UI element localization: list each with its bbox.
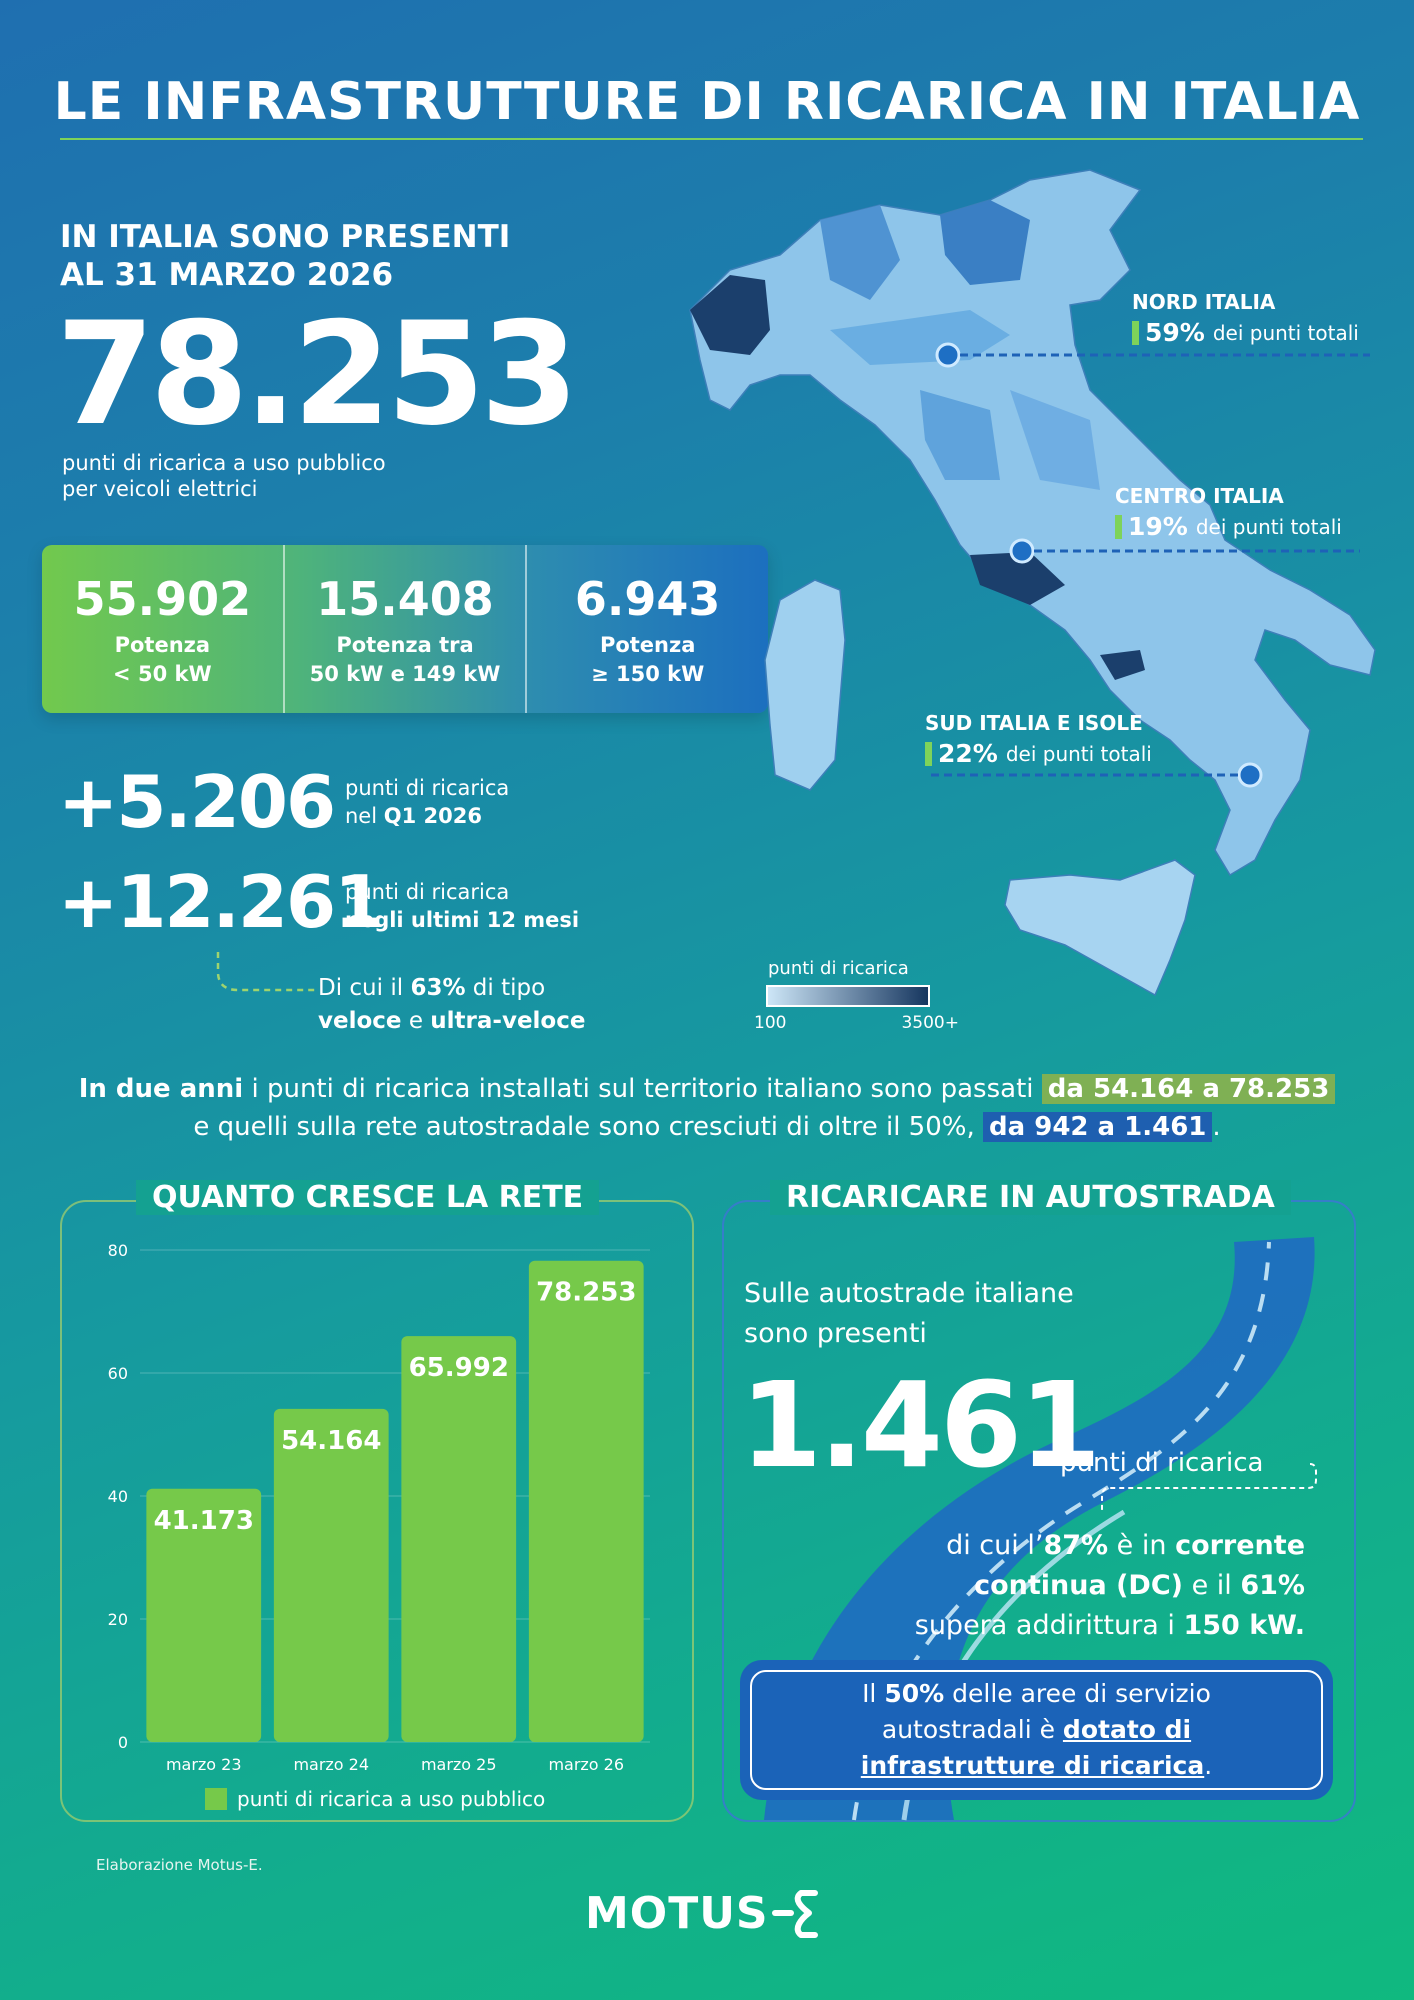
summary-line-2	[0, 1108, 1414, 1146]
total-desc-line-2: per veicoli elettrici	[62, 477, 258, 501]
x-tick-label: marzo 25	[420, 1755, 497, 1774]
power-label-line-1: Potenza	[599, 633, 696, 657]
highway-total: 1.461	[740, 1356, 1099, 1494]
region-bar	[1132, 321, 1139, 345]
bar-marzo-26	[529, 1261, 644, 1742]
service-line-1	[861, 1676, 1212, 1712]
box-t3: autostradali è	[881, 1715, 1063, 1744]
service-line-2	[861, 1712, 1212, 1748]
region-suffix: dei punti totali	[1005, 741, 1152, 766]
region-north	[1132, 290, 1359, 347]
x-tick-label: marzo 24	[293, 1755, 370, 1774]
hw-bold-3: 150 kW.	[1183, 1610, 1305, 1641]
map-legend	[754, 958, 966, 1033]
power-value: 6.943	[574, 572, 721, 626]
region-bar	[925, 742, 932, 766]
map-legend-gradient	[766, 985, 930, 1007]
map-sardinia	[765, 580, 845, 790]
title-underline	[60, 138, 1363, 140]
legend-swatch	[205, 1788, 227, 1810]
increase-12m-label-line-1: punti di ricarica	[345, 880, 510, 904]
summary-bold-start: In due anni	[78, 1074, 244, 1104]
bar-marzo-25	[401, 1336, 516, 1742]
region-share	[1115, 512, 1342, 541]
highway-intro	[744, 1274, 1144, 1354]
fast-note-conj: e	[401, 1008, 431, 1034]
increase-12m-label	[345, 878, 579, 934]
power-label	[42, 631, 283, 689]
region-pct: 19%	[1128, 512, 1188, 541]
logo-e-mark	[771, 1889, 819, 1939]
region-name: NORD ITALIA	[1132, 290, 1276, 314]
summary-text-2: e quelli sulla rete autostradale sono cresciuti di oltre il 50%,	[193, 1112, 984, 1142]
increase-q1-value: +5.206	[58, 760, 335, 844]
bar-marzo-24	[274, 1409, 389, 1742]
legend-label: punti di ricarica a uso pubblico	[237, 1787, 546, 1811]
region-name: CENTRO ITALIA	[1115, 484, 1284, 508]
fast-note-bold-2: ultra-veloce	[430, 1008, 586, 1034]
highway-connector	[1100, 1462, 1320, 1512]
increase-12m-label-line-2	[345, 906, 579, 934]
region-suffix: dei punti totali	[1212, 320, 1359, 345]
map-legend-range	[754, 1013, 959, 1033]
increase-q1-label-line-2	[345, 802, 509, 830]
region-bar	[1115, 515, 1122, 539]
region-south	[925, 711, 1152, 768]
power-breakdown-box	[42, 545, 768, 713]
region-suffix: dei punti totali	[1195, 514, 1342, 539]
total-desc-line-1: punti di ricarica a uso pubblico	[62, 451, 386, 475]
fast-note-connector	[210, 950, 320, 1010]
x-tick-label: marzo 23	[165, 1755, 242, 1774]
power-label-line-2: 50 kW e 149 kW	[309, 662, 501, 686]
power-label-line-2: < 50 kW	[113, 662, 212, 686]
box-u1: dotato di	[1062, 1715, 1192, 1744]
hw-bold-1: corrente	[1175, 1530, 1305, 1561]
fast-note-bold-1: veloce	[318, 1008, 402, 1034]
service-areas-box	[740, 1660, 1333, 1800]
total-charging-points: 78.253	[56, 292, 574, 457]
hw-d4: supera addirittura i	[914, 1610, 1184, 1641]
summary-line-1	[0, 1070, 1414, 1108]
region-share	[1132, 318, 1359, 347]
intro-text	[60, 218, 580, 294]
total-description	[62, 450, 482, 502]
logo-text: MOTUS	[585, 1888, 769, 1939]
y-tick-label: 0	[117, 1733, 128, 1752]
highway-title: RICARICARE IN AUTOSTRADA	[770, 1180, 1291, 1215]
y-tick-label: 80	[107, 1241, 128, 1260]
fast-note-line-1	[318, 972, 585, 1005]
increase-q1-prefix: nel	[345, 804, 384, 828]
growth-chart-title: QUANTO CRESCE LA RETE	[136, 1180, 599, 1215]
service-areas-text	[750, 1670, 1323, 1790]
highway-intro-line-1: Sulle autostrade italiane	[744, 1278, 1074, 1309]
region-centre	[1115, 484, 1342, 541]
fast-note-mid: di tipo	[465, 975, 546, 1001]
region-name: SUD ITALIA E ISOLE	[925, 711, 1143, 735]
hw-pct-dc: 87%	[1043, 1530, 1109, 1561]
bar-value-label: 65.992	[408, 1353, 509, 1384]
map-legend-max: 3500+	[901, 1013, 959, 1033]
summary-text	[0, 1070, 1414, 1146]
motus-e-logo	[585, 1888, 819, 1939]
power-value: 15.408	[316, 572, 494, 626]
highway-detail-line-3	[860, 1606, 1305, 1646]
map-marker-south	[1239, 764, 1261, 786]
region-pct: 59%	[1145, 318, 1205, 347]
power-label-line-2: ≥ 150 kW	[591, 662, 705, 686]
x-tick-label: marzo 26	[548, 1755, 625, 1774]
map-legend-title: punti di ricarica	[768, 958, 909, 979]
power-cell-mid	[285, 545, 528, 713]
highway-intro-line-2: sono presenti	[744, 1318, 927, 1349]
bar-value-label: 41.173	[153, 1505, 254, 1536]
highway-unit: punti di ricarica	[1060, 1448, 1264, 1478]
bar-value-label: 54.164	[281, 1425, 382, 1456]
map-sicily	[1005, 860, 1195, 995]
hw-pct-150: 61%	[1240, 1570, 1305, 1601]
power-cell-low	[42, 545, 285, 713]
box-pct: 50%	[884, 1679, 945, 1708]
summary-text-1: i punti di ricarica installati sul territorio italiano sono passati	[243, 1074, 1042, 1104]
map-marker-north	[937, 344, 959, 366]
summary-highlight-total: da 54.164 a 78.253	[1042, 1074, 1336, 1104]
page-title: LE INFRASTRUTTURE DI RICARICA IN ITALIA	[53, 72, 1361, 132]
power-label	[285, 631, 526, 689]
summary-highlight-highway: da 942 a 1.461	[983, 1112, 1212, 1142]
service-line-3	[861, 1748, 1212, 1784]
region-pct: 22%	[938, 739, 998, 768]
box-t1: Il	[862, 1679, 885, 1708]
y-tick-label: 40	[107, 1487, 128, 1506]
map-marker-centre	[1011, 540, 1033, 562]
hw-d3: e il	[1182, 1570, 1241, 1601]
hw-bold-2: continua (DC)	[974, 1570, 1183, 1601]
fast-note-line-2	[318, 1005, 585, 1038]
region-share	[925, 739, 1152, 768]
fast-note-prefix: Di cui il	[318, 975, 411, 1001]
fast-charging-note	[318, 972, 585, 1038]
power-label-line-1: Potenza tra	[336, 633, 474, 657]
hw-d2: è in	[1108, 1530, 1176, 1561]
highway-detail-line-2	[860, 1566, 1305, 1606]
box-t2: delle aree di servizio	[944, 1679, 1211, 1708]
intro-line-1: IN ITALIA SONO PRESENTI	[60, 219, 511, 255]
box-u2: infrastrutture di ricarica	[860, 1751, 1205, 1780]
growth-bar-chart	[80, 1230, 670, 1811]
increase-12m-bold: negli ultimi 12 mesi	[345, 908, 580, 932]
power-label-line-1: Potenza	[114, 633, 211, 657]
hw-d1: di cui l’	[946, 1530, 1044, 1561]
summary-end: .	[1212, 1112, 1221, 1142]
italy-map	[670, 160, 1390, 1010]
y-tick-label: 60	[107, 1364, 128, 1383]
power-value: 55.902	[73, 572, 252, 626]
box-end: .	[1204, 1751, 1213, 1780]
fast-note-pct: 63%	[410, 975, 466, 1001]
y-tick-label: 20	[107, 1610, 128, 1629]
map-legend-min: 100	[754, 1013, 787, 1033]
increase-q1-bold: Q1 2026	[383, 804, 482, 828]
highway-detail-line-1	[860, 1526, 1305, 1566]
source-credit: Elaborazione Motus-E.	[96, 1856, 263, 1874]
highway-detail	[860, 1526, 1305, 1646]
bar-value-label: 78.253	[536, 1277, 637, 1308]
increase-q1-label	[345, 774, 509, 830]
increase-12m-value: +12.261	[58, 860, 383, 944]
intro-line-2: AL 31 MARZO 2026	[60, 257, 394, 293]
increase-q1-label-line-1: punti di ricarica	[345, 776, 510, 800]
